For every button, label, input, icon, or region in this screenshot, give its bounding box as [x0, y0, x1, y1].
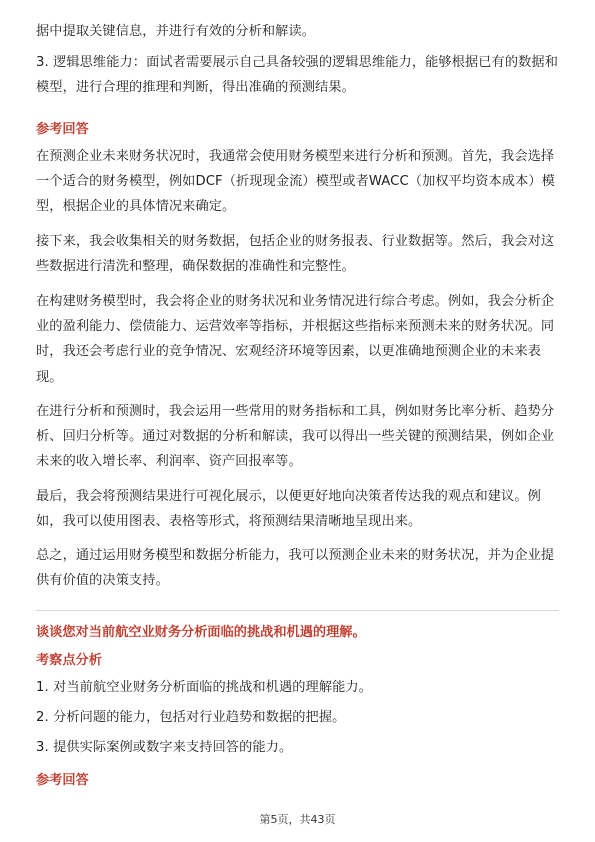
answer-paragraph-2: 接下来，我会收集相关的财务数据，包括企业的财务报表、行业数据等。然后，我会对这些数据进行清洗和整理，确保数据的准确性和完整性。: [36, 234, 555, 275]
answer-paragraph-5: 最后，我会将预测结果进行可视化展示，以便更好地向决策者传达我的观点和建议。例如，我可以使用图表、表格等形式，将预测结果清晰地呈现出来。: [36, 489, 541, 530]
question-title: 谈谈您对当前航空业财务分析面临的挑战和机遇的理解。: [36, 625, 366, 640]
section-divider: [36, 610, 559, 611]
answer-paragraph-1: 在预测企业未来财务状况时，我通常会使用财务模型来进行分析和预测。首先，我会选择一个适合的财务模型，例如DCF（折现现金流）模型或者WACC（加权平均资本成本）模型，根据企业的具体情况来确定。: [36, 149, 555, 215]
answer-paragraph-4: 在进行分析和预测时，我会运用一些常用的财务指标和工具，例如财务比率分析、趋势分析、回归分析等。通过对数据的分析和解读，我可以得出一些关键的预测结果，例如企业未来的收入增长率、利润率、资产回报率等。: [36, 404, 555, 470]
analysis-point-2: 2. 分析问题的能力，包括对行业趋势和数据的把握。: [36, 710, 346, 725]
analysis-point-1: 1. 对当前航空业财务分析面临的挑战和机遇的理解能力。: [36, 680, 372, 695]
document-page: [36, 0, 559, 842]
analysis-heading: 考察点分析: [36, 653, 102, 668]
continued-text: 据中提取关键信息，并进行有效的分析和解读。: [36, 24, 316, 39]
answer-paragraph-3: 在构建财务模型时，我会将企业的财务状况和业务情况进行综合考虑。例如，我会分析企业的盈利能力、偿债能力、运营效率等指标，并根据这些指标来预测未来的财务状况。同时，我还会考虑行业的竞争情况、宏观经济环境等因素，以更准确地预测企业的未来表现。: [36, 294, 555, 385]
answer-paragraph-6: 总之，通过运用财务模型和数据分析能力，我可以预测企业未来的财务状况，并为企业提供有价值的决策支持。: [36, 548, 555, 589]
point-3-logical-thinking: 3. 逻辑思维能力：面试者需要展示自己具备较强的逻辑思维能力，能够根据已有的数据和模型，进行合理的推理和判断，得出准确的预测结果。: [36, 55, 558, 96]
answer-heading-2: 参考回答: [36, 773, 89, 788]
page-number: 第5页，共43页: [259, 813, 336, 826]
answer-heading: 参考回答: [36, 122, 89, 137]
analysis-point-3: 3. 提供实际案例或数字来支持回答的能力。: [36, 740, 293, 755]
